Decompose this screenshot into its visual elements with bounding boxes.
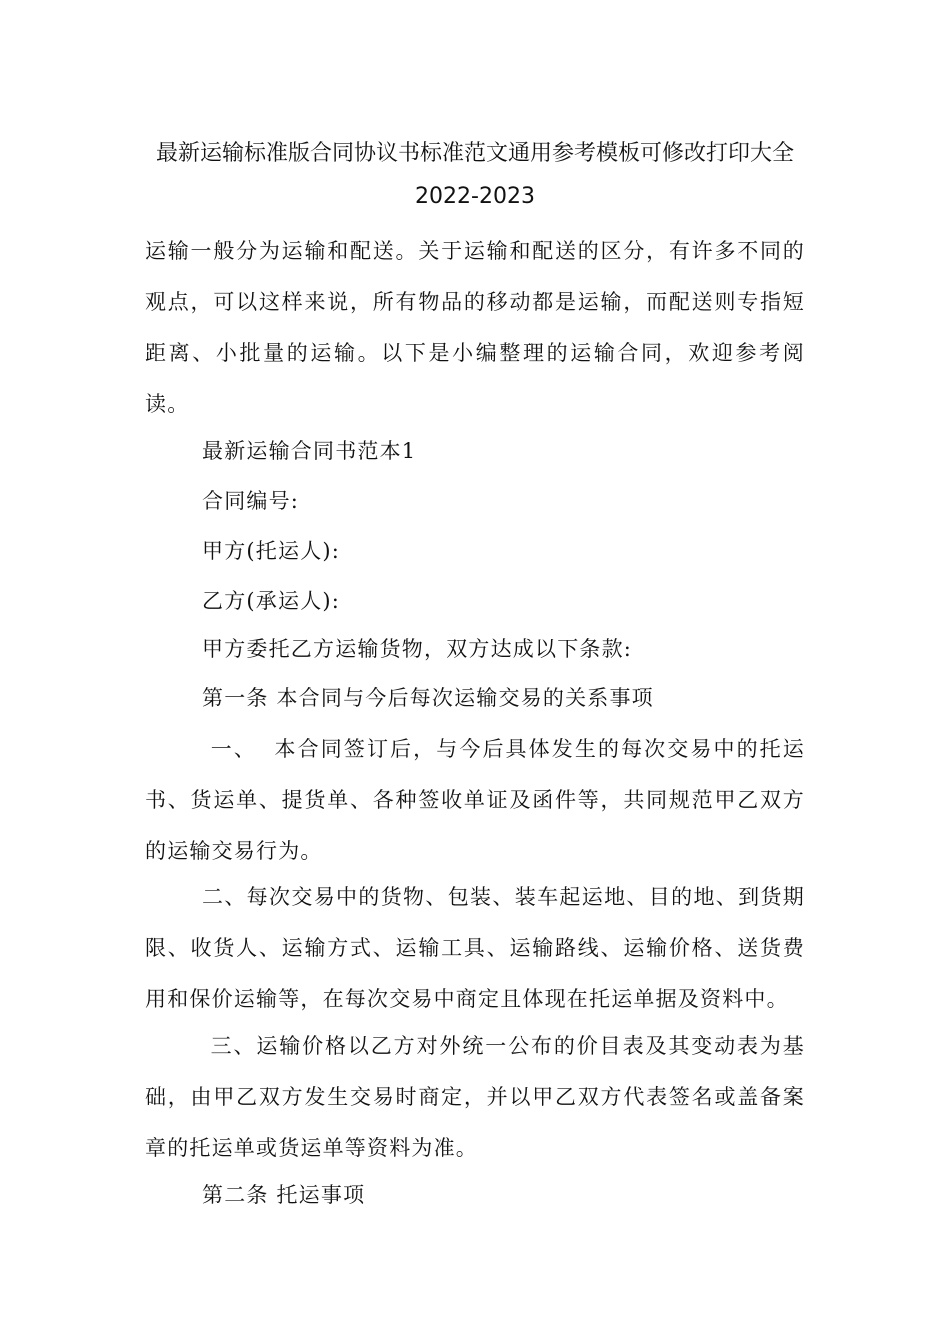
article-2-heading: 第二条 托运事项 — [202, 1183, 366, 1207]
intro-paragraph: 运输一般分为运输和配送。关于运输和配送的区分，有许多不同的观点，可以这样来说，所有物品的移动都是运输，而配送则专指短距离、小批量的运输。以下是小编整理的运输合同，欢迎参考阅读。 — [145, 239, 805, 416]
agreement-statement: 甲方委托乙方运输货物，双方达成以下条款: — [202, 637, 633, 661]
article-1-item-2: 二、每次交易中的货物、包装、装车起运地、目的地、到货期限、收货人、运输方式、运输工具、运输路线、运输价格、送货费用和保价运输等，在每次交易中商定且体现在托运单据及资料中。 — [145, 885, 805, 1011]
contract-number-label: 合同编号: — [202, 489, 300, 513]
article-1-heading: 第一条 本合同与今后每次运输交易的关系事项 — [202, 686, 654, 710]
document-title-year: 2022-2023 — [415, 184, 535, 209]
article-1-item-1: 一、 本合同签订后，与今后具体发生的每次交易中的托运书、货运单、提货单、各种签收单证及函件等，共同规范甲乙双方的运输交易行为。 — [145, 737, 805, 863]
party-a-label: 甲方(托运人): — [202, 539, 341, 563]
document-title: 最新运输标准版合同协议书标准范文通用参考模板可修改打印大全 — [155, 141, 794, 166]
article-1-item-3: 三、运输价格以乙方对外统一公布的价目表及其变动表为基础，由甲乙双方发生交易时商定，并以甲乙双方代表签名或盖备案章的托运单或货运单等资料为准。 — [145, 1034, 805, 1160]
party-b-label: 乙方(承运人): — [202, 589, 341, 613]
sample-heading: 最新运输合同书范本1 — [202, 439, 417, 463]
